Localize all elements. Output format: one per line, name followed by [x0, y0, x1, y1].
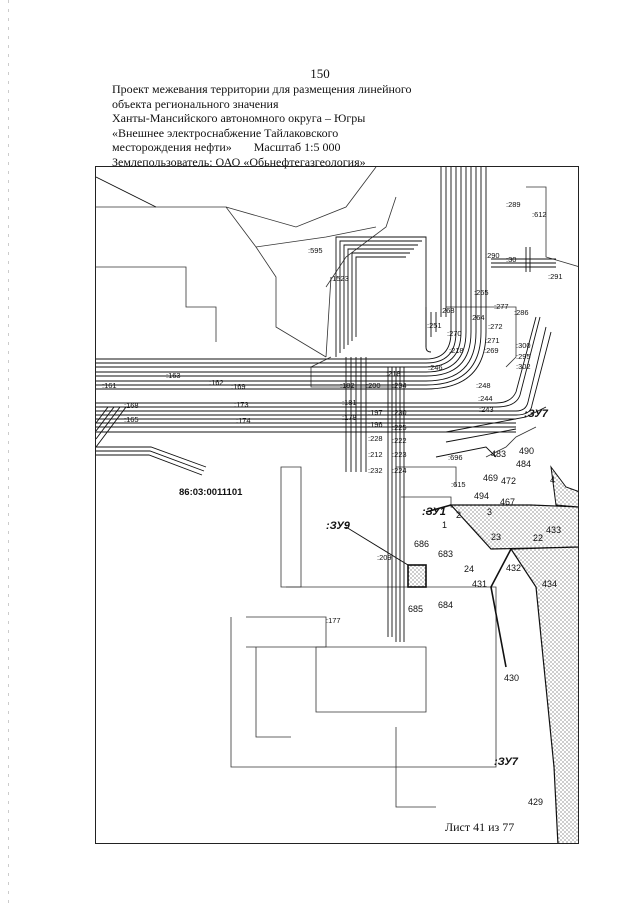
label-178: :178 [342, 413, 357, 422]
parcel-outline-center [281, 467, 301, 587]
point-23: 23 [491, 532, 502, 542]
label-169: :169 [231, 382, 246, 391]
corridor-curve-up [426, 167, 486, 389]
label-277: :277 [494, 302, 509, 311]
label-161: :161 [102, 381, 117, 390]
corridor-top-thin [441, 167, 446, 317]
point-24: 24 [464, 564, 475, 574]
scan-artifact [8, 0, 9, 905]
point-483: 483 [491, 449, 507, 459]
parcel-outline-177-top [246, 617, 326, 647]
point-469: 469 [483, 473, 499, 483]
cadastral-quarter-label: 86:03:0011101 [179, 487, 243, 498]
label-302: :302 [516, 362, 531, 371]
label-264: :264 [470, 313, 485, 322]
label-272: :272 [488, 322, 503, 331]
point-431: 431 [472, 579, 488, 589]
label-225: :225 [392, 423, 407, 432]
header-line-1: Проект межевания территории для размещения линейного [112, 82, 412, 96]
label-197: :197 [368, 408, 383, 417]
boundary-line-left [96, 267, 216, 342]
document-header [112, 82, 532, 170]
page-number: 150 [310, 66, 330, 81]
object-name-end: месторождения нефти» [112, 140, 232, 155]
sheet-label: Лист 41 из 77 [445, 820, 515, 834]
header-line-2: объекта регионального значения [112, 96, 279, 111]
point-683: 683 [438, 549, 454, 559]
label-222: :222 [392, 436, 407, 445]
header-line-6: Землепользователь: ОАО «Обьнефтегазгеология» [112, 154, 366, 169]
parcel-label-zu7-top: :ЗУ7 [524, 408, 548, 420]
label-182: :182 [340, 381, 355, 390]
parcel-outline-177-step [256, 647, 291, 737]
parcel-zu9 [408, 565, 426, 587]
corridor-box-1523 [336, 237, 426, 357]
label-209: :209 [377, 553, 392, 562]
label-234: :234 [392, 381, 407, 390]
label-173: :173 [234, 400, 249, 409]
parcel-zu7-strip [511, 547, 579, 844]
boundary-line-1523 [256, 247, 326, 357]
label-290: :290 [485, 251, 500, 260]
point-430: 430 [504, 673, 520, 683]
label-1523: :1523 [330, 274, 349, 283]
point-490: 490 [519, 446, 535, 456]
corridor-horizontal-lower [96, 403, 516, 432]
label-218: :218 [449, 346, 464, 355]
label-163: :163 [166, 371, 181, 380]
label-196: :196 [368, 420, 383, 429]
label-251: :251 [427, 321, 442, 330]
label-268: :268 [440, 306, 455, 315]
label-3027: :30 [506, 255, 517, 264]
label-286: :286 [514, 308, 529, 317]
point-685: 685 [408, 604, 424, 614]
header-line-4: «Внешнее электроснабжение Тайлаковского [112, 125, 339, 140]
label-174: :174 [236, 416, 251, 425]
label-612: :612 [532, 210, 547, 219]
point-2: 2 [456, 510, 462, 520]
label-289: :289 [506, 200, 521, 209]
parcel-zu7-top [551, 467, 579, 507]
parcel-label-zu7-bottom: :ЗУ7 [494, 756, 518, 768]
point-432: 432 [506, 563, 522, 573]
label-200: :200 [366, 381, 381, 390]
label-243: :243 [479, 405, 494, 414]
boundary-line-diag [96, 177, 156, 207]
parcel-outline-612 [526, 187, 579, 267]
label-595: :595 [308, 246, 323, 255]
parcel-outline-177 [286, 587, 496, 767]
parcel-label-zu9: :ЗУ9 [326, 520, 350, 532]
scale-label: Масштаб 1:5 000 [253, 140, 341, 155]
point-472: 472 [501, 476, 517, 486]
label-295: :295 [516, 352, 531, 361]
label-232: :232 [368, 466, 383, 475]
point-4: 4 [550, 475, 556, 485]
label-223: :223 [392, 450, 407, 459]
corridor-left-drop [96, 447, 206, 475]
label-271: :271 [485, 336, 500, 345]
label-265: :265 [474, 288, 489, 297]
label-181: :181 [342, 398, 357, 407]
label-291: :291 [548, 272, 563, 281]
label-269: :269 [484, 346, 499, 355]
label-615: :615 [451, 480, 466, 489]
label-244: :244 [478, 394, 493, 403]
label-224: :224 [392, 466, 407, 475]
label-168: :168 [124, 401, 139, 410]
point-433: 433 [546, 525, 562, 535]
header-line-3: Ханты-Мансийского автономного округа – Югры [112, 111, 366, 126]
label-162: :162 [209, 378, 224, 387]
cadastral-map [96, 167, 579, 844]
label-230: :230 [392, 408, 407, 417]
parcel-label-zu1: :ЗУ1 [422, 506, 446, 518]
label-219: :218 [386, 369, 401, 378]
map-frame [95, 166, 579, 844]
point-1: 1 [442, 520, 448, 530]
label-270: :270 [447, 329, 462, 338]
boundary-line-595 [226, 167, 376, 227]
point-467: 467 [500, 497, 516, 507]
parcel-outline-bottom [396, 767, 436, 807]
boundary-line-vertical [326, 277, 331, 357]
label-300: :300 [516, 341, 531, 350]
label-228: :228 [368, 434, 383, 443]
boundary-line-top [96, 207, 376, 247]
label-177: :177 [326, 616, 341, 625]
label-696: :696 [448, 453, 463, 462]
point-686: 686 [414, 539, 430, 549]
point-429: 429 [528, 797, 544, 807]
header-line-5 [112, 140, 532, 155]
map-labels [102, 200, 563, 807]
parcel-outline-inner [316, 647, 426, 712]
label-212: :212 [368, 450, 383, 459]
point-3: 3 [487, 507, 493, 517]
point-434: 434 [542, 579, 558, 589]
label-246: :246 [428, 363, 443, 372]
parcel-zu7-area [451, 467, 579, 844]
point-494: 494 [474, 491, 490, 501]
point-684: 684 [438, 600, 454, 610]
point-484: 484 [516, 459, 532, 469]
point-22: 22 [533, 533, 544, 543]
label-165: :165 [124, 415, 139, 424]
label-248: :248 [476, 381, 491, 390]
